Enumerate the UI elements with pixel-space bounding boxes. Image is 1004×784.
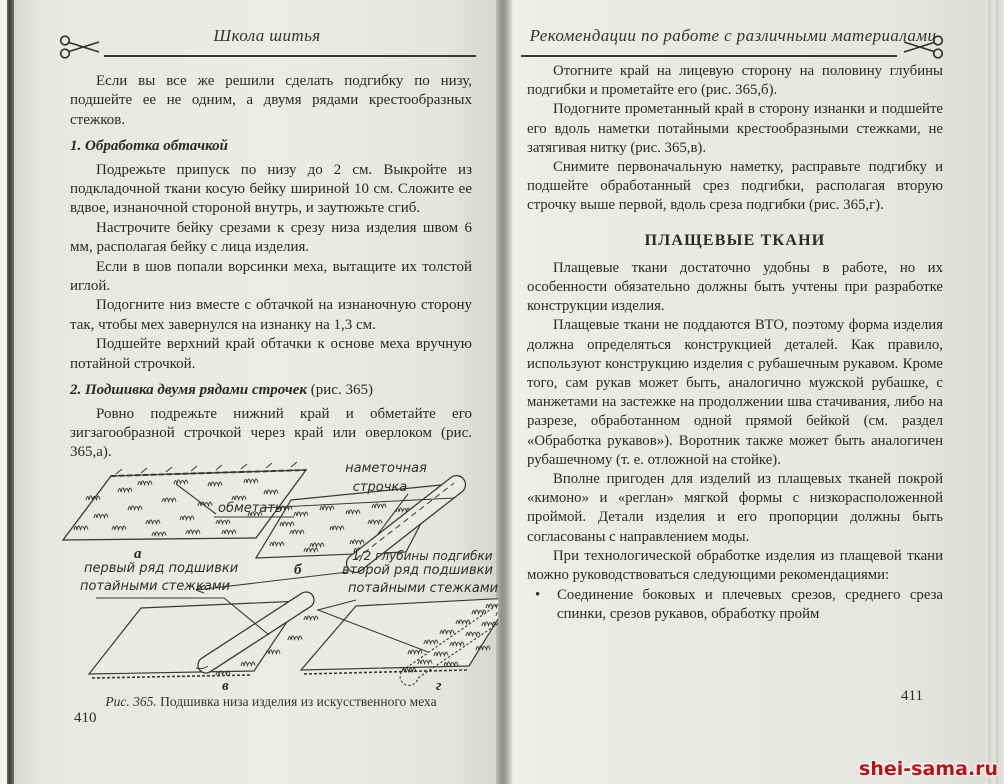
header-rule	[521, 55, 897, 57]
section-heading: ПЛАЩЕВЫЕ ТКАНИ	[644, 231, 826, 249]
figure-label-first-row-line2: потайными стежками	[80, 579, 231, 594]
paragraph: Настрочите бейку срезами к срезу низа изделия швом 6 мм, располагая бейку с лица изделия.	[70, 219, 472, 256]
right-running-header	[521, 24, 945, 60]
scissors-icon	[901, 34, 945, 60]
figure-caption-text: Подшивка низа изделия из искусственного меха	[156, 694, 437, 709]
figure-letter-b: б	[294, 562, 302, 578]
paragraph: Подшейте верхний край обтачки к основе меха вручную потайной строчкой.	[70, 336, 472, 372]
figure-365	[56, 460, 498, 692]
paragraph: Подогните низ вместе с обтачкой на изнаночную сторону так, чтобы мех завернулся на изнанку на 1,3 см.	[70, 297, 472, 333]
figure-label-half-depth: 1/2 глубины подгибки	[352, 549, 493, 563]
left-header-title: Школа шитья	[213, 26, 321, 45]
paragraph: При технологической обработке изделия из плащевой ткани можно руководствоваться следующими рекомендациями:	[527, 547, 943, 584]
right-header-title: Рекомендации по работе с различными материалами	[529, 26, 937, 45]
subheading-2-ref: (рис. 365)	[310, 382, 373, 399]
paragraph: Вполне пригоден для изделий из плащевых тканей покрой «кимоно» и «реглан» мягкой формы с низкорасположенной проймой. Детали изделия и его пропорции должны быть согласованы с направлением моды.	[527, 471, 943, 545]
figure-label-basting-line2: строчка	[352, 480, 408, 495]
bullet-item	[527, 586, 943, 624]
book-gutter	[496, 0, 513, 784]
paragraph: Отогните край на лицевую сторону на половину глубины подгибки и прометайте его (рис. 365,б).	[527, 63, 943, 99]
figure-caption	[70, 694, 472, 710]
right-page	[513, 0, 985, 784]
page-number-right: 411	[901, 688, 923, 704]
header-rule	[104, 55, 476, 57]
left-page-text	[70, 72, 472, 463]
figure-caption-number: Рис. 365.	[105, 694, 157, 709]
figure-label-basting-line1: наметочная	[345, 461, 427, 476]
figure-part-g	[301, 594, 498, 685]
bullet-marker: •	[535, 587, 541, 604]
paragraph: Подогните прометанный край в сторону изнанки и подшейте его вдоль наметки потайными крестообразными стежками, не затягивая нитку (рис. 365,в).	[527, 101, 943, 156]
paragraph: Плащевые ткани достаточно удобны в работе, но их особенности обязательно должны быть учтены при разработке конструкции изделия.	[527, 259, 943, 315]
figure-letter-a: а	[134, 546, 142, 562]
figure-label-first-row-line1: первый ряд подшивки	[84, 561, 239, 576]
figure-label-second-row-line2: потайными стежками	[348, 581, 498, 596]
paragraph: Плащевые ткани не поддаются ВТО, поэтому форма изделия должна определяться конструкцией деталей. Как правило, используют конструкцию изделия с рубашечным рукавом. Кроме того, сам рукав может быть, аналогично мужской рубашке, с манжетами на застежке на продолжении шва стачивания, либо на разрезе, обработанном одной прямой бейкой (см. раздел «Обработка рукавов»). Воротник также может быть аналогичен рубашечному (т. е. отложной на стойке).	[527, 317, 943, 468]
right-page-text	[527, 62, 943, 625]
page-stack-edge	[985, 0, 1004, 784]
figure-label-overcast: обметать	[218, 501, 283, 516]
watermark: shei-sama.ru	[859, 758, 998, 780]
figure-letter-v: в	[222, 678, 229, 692]
page-number-left: 410	[74, 710, 97, 726]
left-page	[14, 0, 496, 784]
subheading-2	[70, 381, 472, 400]
page-edge-left	[0, 0, 7, 784]
figure-letter-g: г	[436, 678, 442, 692]
paragraph: Подрежьте припуск по низу до 2 см. Выкройте из подкладочной ткани косую бейку шириной 10 см. Сложите ее вдвое, изнаночной стороной внутрь, и заутюжьте сгиб.	[70, 161, 472, 217]
figure-label-second-row-line1: второй ряд подшивки	[342, 563, 493, 578]
paragraph: Снимите первоначальную наметку, расправьте подгибку и подшейте обработанный срез подгибки, располагая вторую строчку выше первой, вдоль среза подгибки (рис. 365,г).	[527, 159, 943, 214]
book-cover-edge	[7, 0, 14, 784]
left-running-header	[58, 24, 476, 60]
subheading-2-title: 2. Подшивка двумя рядами строчек	[70, 382, 308, 399]
subheading-1: 1. Обработка обтачкой	[70, 138, 228, 155]
bullet-text: Соединение боковых и плечевых срезов, среднего среза спинки, срезов рукавов, обработку пройм	[557, 587, 943, 623]
paragraph: Если вы все же решили сделать подгибку по низу, подшейте ее не одним, а двумя рядами крестообразных стежков.	[70, 73, 472, 128]
paragraph: Ровно подрежьте нижний край и обметайте его зигзагообразной строчкой через край или оверлоком (рис. 365,а).	[70, 405, 472, 461]
paragraph: Если в шов попали ворсинки меха, вытащите их толстой иглой.	[70, 258, 472, 295]
figure-part-v	[89, 592, 318, 678]
